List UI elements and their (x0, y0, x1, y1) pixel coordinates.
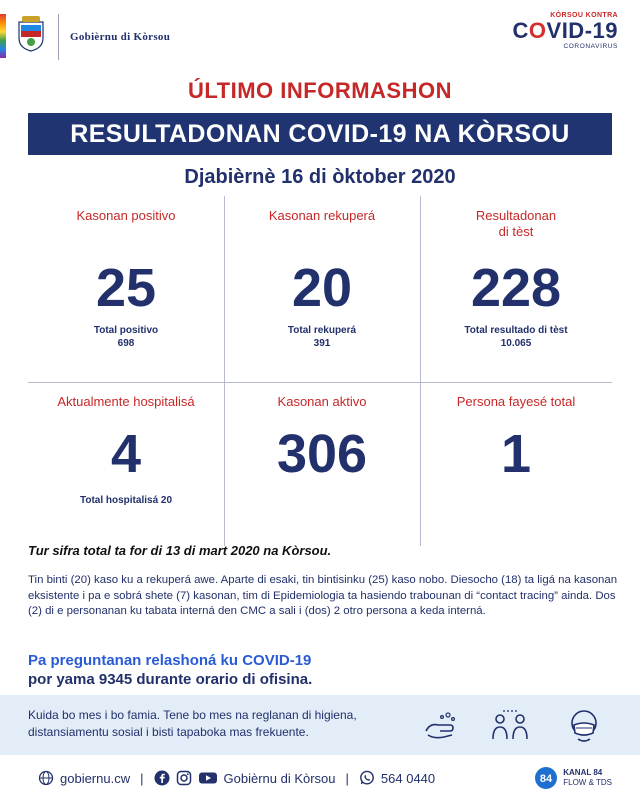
instagram-icon[interactable] (176, 770, 192, 786)
stat-value: 228 (470, 258, 562, 318)
social-account-name[interactable]: Gobièrnu di Kòrsou (223, 770, 336, 786)
government-name: Gobièrnu di Kòrsou (70, 31, 171, 43)
stat-label: Resultadonan (475, 208, 557, 223)
stat-label: Kasonan aktivo (277, 394, 367, 409)
title-banner: RESULTADONAN COVID-19 NA KÒRSOU (28, 113, 612, 155)
social-distancing-icon (490, 705, 530, 745)
kanal-84-logo (534, 766, 612, 790)
stat-sub-value: 391 (313, 338, 331, 349)
header (0, 0, 640, 70)
stat-deaths-total (420, 394, 612, 484)
covid-logo (508, 12, 618, 62)
footer (0, 760, 640, 800)
report-date: Djabièrnè 16 di òktober 2020 (184, 166, 456, 188)
website-link[interactable]: gobiernu.cw (60, 770, 131, 786)
handwashing-icon (420, 705, 460, 745)
footer-contacts (38, 770, 435, 786)
stat-label: Kasonan positivo (76, 208, 176, 223)
face-mask-icon (564, 705, 604, 745)
stat-value: 4 (110, 424, 142, 484)
separator: | (140, 770, 144, 786)
stat-sub-value: 698 (117, 338, 135, 349)
summary-paragraph: Tin binti (20) kaso ku a rekuperá awe. Aparte di esaki, tin bintisinku (25) kaso nobo. Diesocho (18) ta ligá na kasonan eksistente i pa e sobrá shete (7) kasonan, tim di Epidemiologia ta hasiendo trabounan di “contact tracing” ainda. Dos (2) di e personanan ku tabata interná den CMC a sali i (dos) 2 otro persona a keda interná. (28, 574, 618, 617)
stat-sub: Total resultado di tèst (464, 325, 568, 336)
phone-number[interactable]: 564 0440 (380, 770, 436, 786)
rainbow-stripe (0, 14, 6, 58)
virus-icon: O (528, 18, 547, 43)
stat-sub: Total rekuperá (287, 325, 357, 336)
stat-hospitalized (28, 394, 224, 507)
stat-sub: Total hospitalisá 20 (79, 495, 173, 506)
stat-label: Kasonan rekuperá (268, 208, 376, 223)
stat-value: 306 (276, 424, 368, 484)
stat-test-results (420, 208, 612, 350)
youtube-icon[interactable] (198, 770, 218, 786)
contact-line-2: por yama 9345 durante orario di ofisina. (28, 671, 313, 688)
stat-value: 25 (95, 258, 157, 318)
totals-note: Tur sifra total ta for di 13 di mart 2020 na Kòrsou. (28, 543, 332, 558)
covid-logo-main: COVID-19 (512, 18, 618, 43)
coat-of-arms-icon (16, 12, 46, 52)
whatsapp-icon (359, 770, 375, 786)
separator: | (345, 770, 349, 786)
stat-label: Aktualmente hospitalisá (57, 394, 195, 409)
hygiene-message: Kuida bo mes i bo famia. Tene bo mes na reglanan di higiena, distansiamentu sosial i bisti tapaboka mas frekuente. (28, 708, 357, 739)
facebook-icon[interactable] (154, 770, 170, 786)
stat-recovered-cases (224, 208, 420, 350)
stats-grid (28, 196, 612, 546)
hygiene-band (0, 695, 640, 755)
contact-line-1: Pa preguntanan relashoná ku COVID-19 (28, 652, 312, 669)
stat-positive-cases (28, 208, 224, 350)
grid-divider (28, 382, 612, 383)
stat-value: 1 (500, 424, 532, 484)
kanal-number: 84 (540, 773, 553, 785)
kanal-label: KANAL 84 FLOW & TDS (563, 768, 612, 787)
covid-logo-top: KÒRSOU KONTRA (550, 12, 618, 19)
kanal-84-icon (534, 766, 558, 790)
stat-value: 20 (291, 258, 353, 318)
covid-logo-sub: CORONAVIRUS (563, 43, 618, 50)
stat-sub: Total positivo (93, 325, 159, 336)
globe-icon (38, 770, 54, 786)
stat-label: Persona fayesé total (456, 394, 576, 409)
stat-label-line2: di tèst (498, 224, 534, 239)
latest-info-heading: ÚLTIMO INFORMASHON (187, 78, 452, 103)
stat-active-cases (224, 394, 420, 484)
header-divider (58, 14, 59, 60)
stat-sub-value: 10.065 (500, 338, 532, 349)
